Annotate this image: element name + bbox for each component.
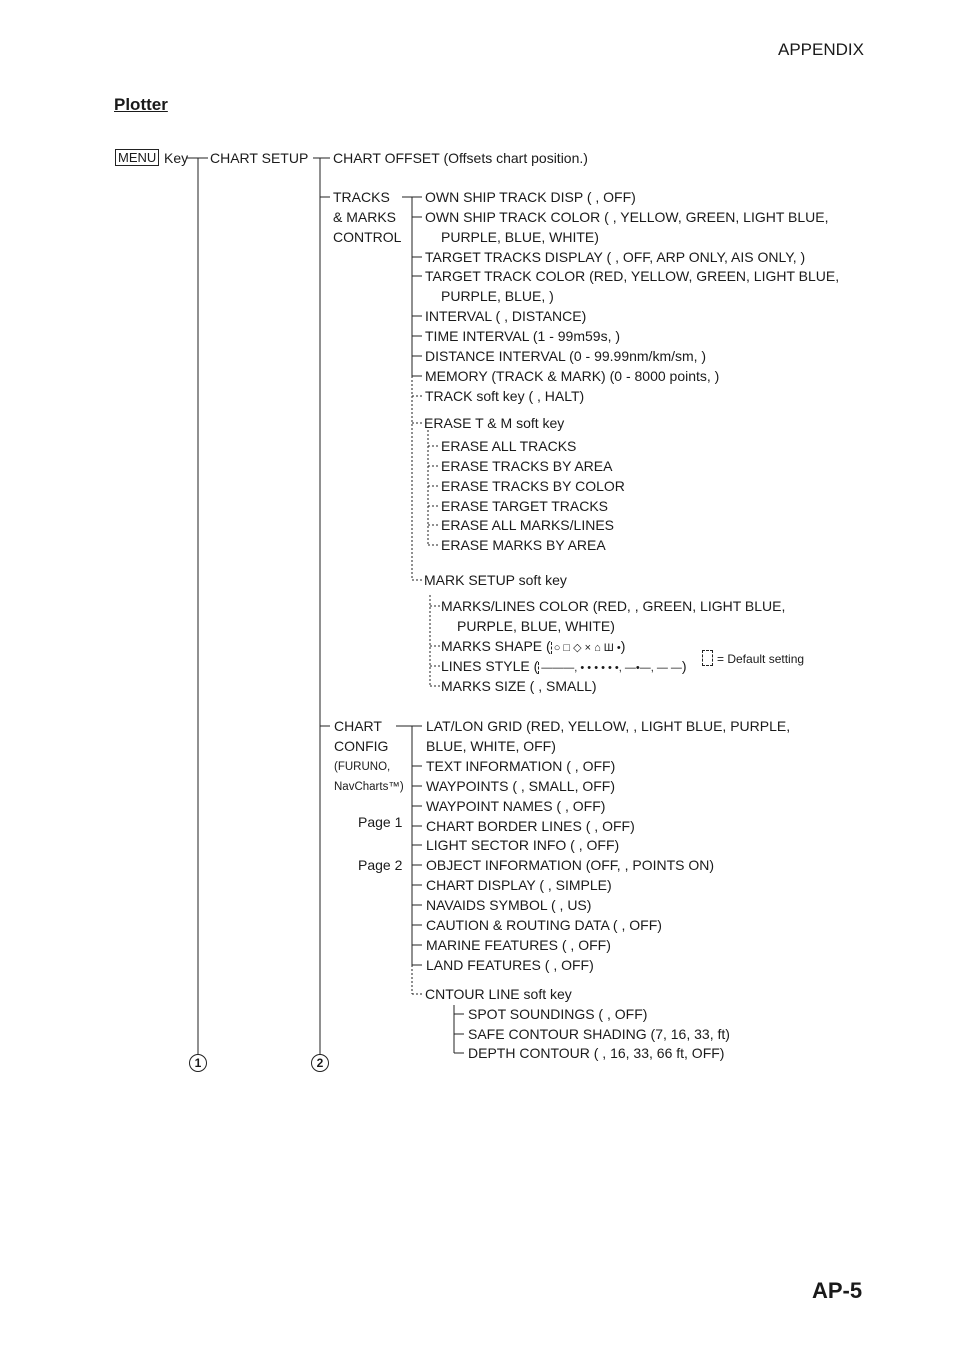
menu-item: MEMORY (TRACK & MARK) (0 - 8000 points, ) xyxy=(425,368,720,384)
tracks-heading-line: TRACKS xyxy=(333,189,390,205)
chart-config-item-continued: BLUE, WHITE, OFF) xyxy=(426,738,556,754)
chart-config-item: MARINE FEATURES ( , OFF) xyxy=(426,937,611,953)
chart-config-item: CAUTION & ROUTING DATA ( , OFF) xyxy=(426,917,662,933)
erase-item: ERASE MARKS BY AREA xyxy=(441,537,606,553)
mark-setup-softkey-label: MARK SETUP soft key xyxy=(424,572,567,588)
chart-config-item: CHART BORDER LINES ( , OFF) xyxy=(426,818,635,834)
chart-config-item: LAND FEATURES ( , OFF) xyxy=(426,957,594,973)
default-setting-box xyxy=(702,650,713,666)
closing-paren: ) xyxy=(681,658,687,674)
mark-item xyxy=(441,638,625,656)
marks-shape-label: MARKS SHAPE ( xyxy=(441,638,551,654)
menu-item: TRACK soft key ( , HALT) xyxy=(425,388,585,404)
menu-key-box: MENU xyxy=(115,149,159,166)
menu-item: OWN SHIP TRACK COLOR ( , YELLOW, GREEN, LIGHT BLUE, xyxy=(425,209,829,225)
erase-item: ERASE ALL TRACKS xyxy=(441,438,577,454)
connector-2: 2 xyxy=(311,1054,329,1072)
lines-style-label: LINES STYLE ( xyxy=(441,658,539,674)
mark-item-continued: PURPLE, BLUE, WHITE) xyxy=(457,618,615,634)
erase-item: ERASE TRACKS BY COLOR xyxy=(441,478,625,494)
menu-item: TIME INTERVAL (1 - 99m59s, ) xyxy=(425,328,621,344)
contour-item: SPOT SOUNDINGS ( , OFF) xyxy=(468,1006,648,1022)
chart-config-sub: NavCharts™) xyxy=(334,781,404,793)
chart-config-sub: (FURUNO, xyxy=(334,761,391,773)
erase-item: ERASE TRACKS BY AREA xyxy=(441,458,613,474)
connector-1: 1 xyxy=(189,1054,207,1072)
key-label: Key xyxy=(164,150,189,166)
erase-softkey-label: ERASE T & M soft key xyxy=(424,415,565,431)
page-title: Plotter xyxy=(114,95,168,114)
page-1-label: Page 1 xyxy=(358,814,403,830)
chart-config-item: OBJECT INFORMATION (OFF, , POINTS ON) xyxy=(426,857,715,873)
menu-item: OWN SHIP TRACK DISP ( , OFF) xyxy=(425,189,636,205)
chart-config-item: LAT/LON GRID (RED, YELLOW, , LIGHT BLUE, PURPLE, xyxy=(426,718,791,734)
chart-config-item: WAYPOINT NAMES ( , OFF) xyxy=(426,798,606,814)
chart-config-heading-line: CHART xyxy=(334,718,382,734)
menu-item: TARGET TRACKS DISPLAY ( , OFF, ARP ONLY, AIS ONLY, ) xyxy=(425,249,806,265)
menu-item: DISTANCE INTERVAL (0 - 99.99nm/km/sm, ) xyxy=(425,348,707,364)
mark-item: MARKS SIZE ( , SMALL) xyxy=(441,678,597,694)
chart-config-item: LIGHT SECTOR INFO ( , OFF) xyxy=(426,837,620,853)
erase-item: ERASE TARGET TRACKS xyxy=(441,498,609,514)
marks-shape-symbols: ○ □ ◇ × ⌂ Ш • xyxy=(551,642,621,654)
section-header: APPENDIX xyxy=(778,40,864,59)
menu-item-continued: PURPLE, BLUE, ) xyxy=(441,288,554,304)
mark-item: MARKS/LINES COLOR (RED, , GREEN, LIGHT BLUE, xyxy=(441,598,786,614)
chart-offset-item: CHART OFFSET (Offsets chart position.) xyxy=(333,150,588,166)
menu-item: INTERVAL ( , DISTANCE) xyxy=(425,308,587,324)
default-setting-note: = Default setting xyxy=(717,652,805,666)
menu-item-continued: PURPLE, BLUE, WHITE) xyxy=(441,229,599,245)
contour-softkey-label: CNTOUR LINE soft key xyxy=(425,986,572,1002)
chart-setup-label: CHART SETUP xyxy=(210,150,309,166)
chart-config-item: NAVAIDS SYMBOL ( , US) xyxy=(426,897,592,913)
erase-item: ERASE ALL MARKS/LINES xyxy=(441,517,614,533)
chart-config-heading-line: CONFIG xyxy=(334,738,389,754)
menu-item: TARGET TRACK COLOR (RED, YELLOW, GREEN, LIGHT BLUE, xyxy=(425,268,840,284)
page-number: AP-5 xyxy=(812,1278,863,1303)
chart-config-item: TEXT INFORMATION ( , OFF) xyxy=(426,758,616,774)
lines-style-symbols: ———, • • • • • •, —•—, — — xyxy=(538,662,682,674)
chart-config-item: WAYPOINTS ( , SMALL, OFF) xyxy=(426,778,616,794)
closing-paren: ) xyxy=(620,638,626,654)
tracks-heading-line: & MARKS xyxy=(333,209,397,225)
contour-item: SAFE CONTOUR SHADING (7, 16, 33, ft) xyxy=(468,1026,730,1042)
page-2-label: Page 2 xyxy=(358,857,403,873)
tracks-heading-line: CONTROL xyxy=(333,229,402,245)
contour-item: DEPTH CONTOUR ( , 16, 33, 66 ft, OFF) xyxy=(468,1045,725,1061)
chart-config-item: CHART DISPLAY ( , SIMPLE) xyxy=(426,877,612,893)
mark-item xyxy=(441,658,687,676)
